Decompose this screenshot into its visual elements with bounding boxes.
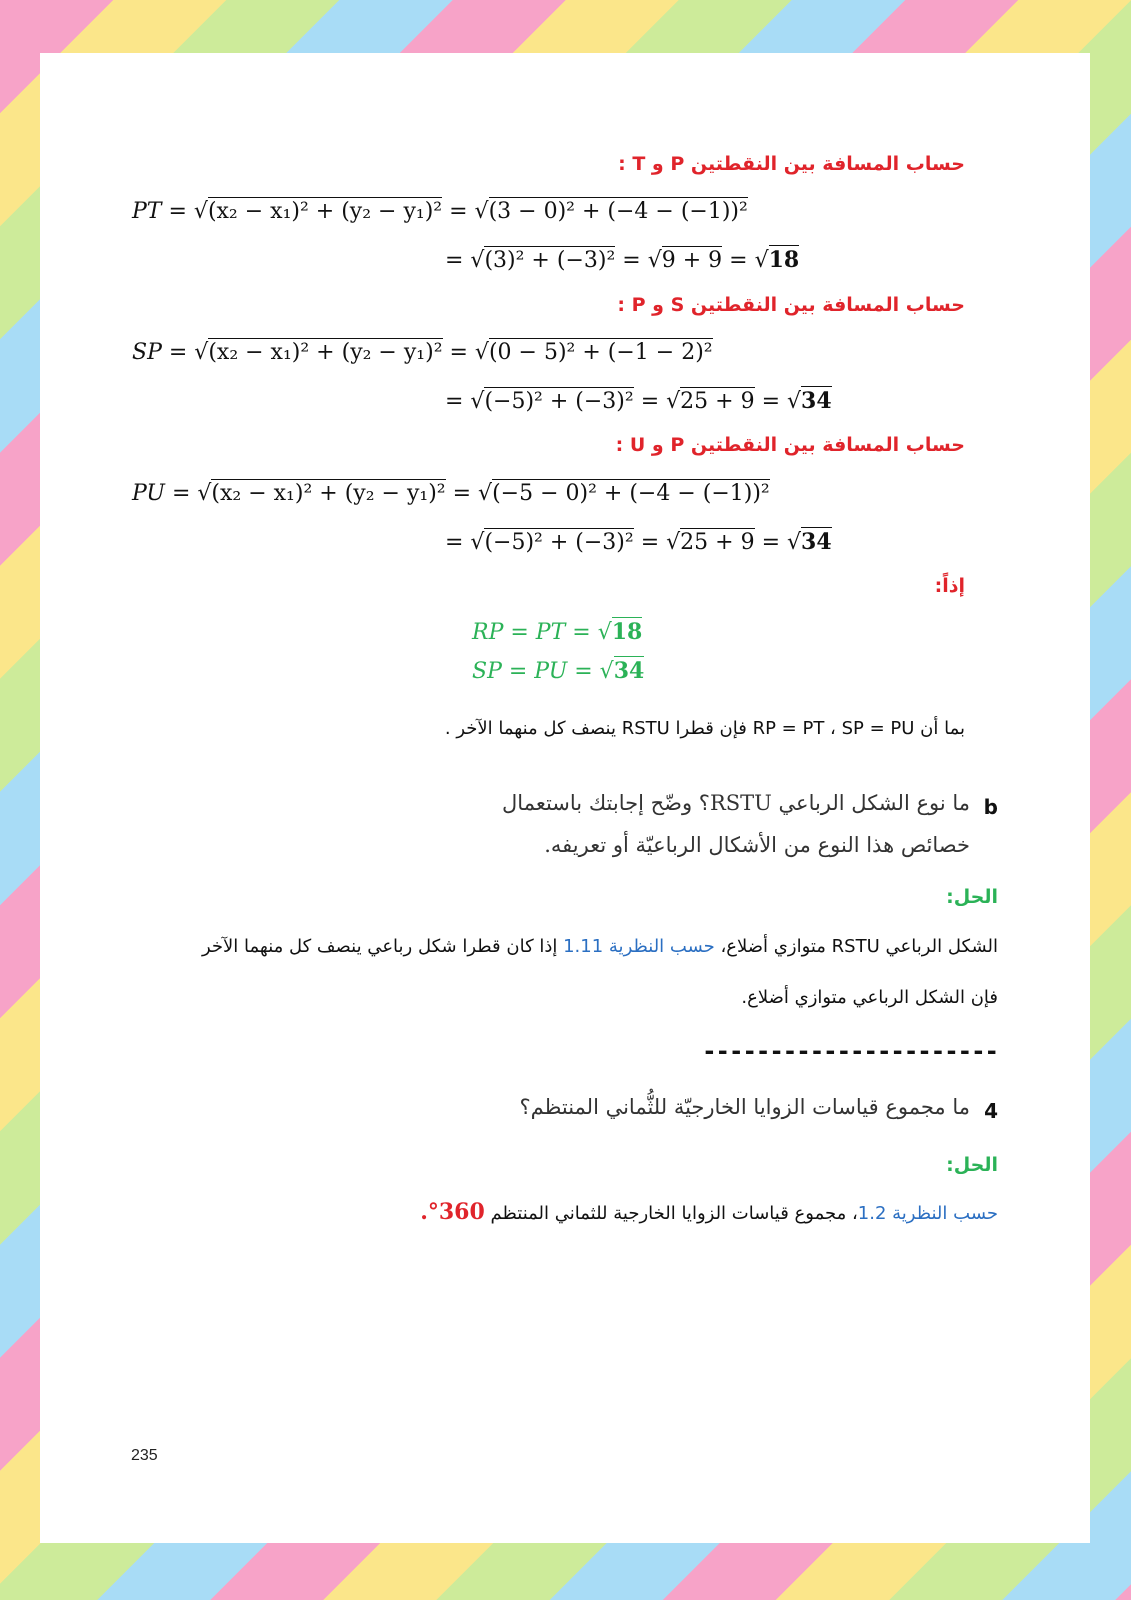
pt-heading: حساب المسافة بين النقطتين P و T : (618, 153, 965, 175)
pt-result: 18 (768, 247, 800, 273)
pu-heading: حساب المسافة بين النقطتين P و U : (615, 434, 965, 456)
conclusion-line1-value: 18 (611, 619, 643, 645)
sp-sum: 25 + 9 (680, 389, 755, 414)
sp-formula-line2: = √(−5)² + (−3)² = √25 + 9 = √34 (445, 388, 832, 414)
pt-formula-line1: PT = √(x₂ − x₁)² + (y₂ − y₁)² = √(3 − 0)² + (−4 − (−1))² (132, 199, 748, 224)
pt-sum: 9 + 9 (661, 248, 723, 273)
conclusion-label: إذاً: (934, 575, 965, 597)
sp-lhs: SP (132, 340, 162, 365)
pu-formula-line1: PU = √(x₂ − x₁)² + (y₂ − y₁)² = √(−5 − 0)² + (−4 − (−1))² (132, 481, 770, 506)
question-b-line1: ما نوع الشكل الرباعي RSTU؟ وضّح إجابتك باستعمال (502, 791, 970, 815)
answer-b-theorem-reference: حسب النظرية 1.11 (563, 936, 715, 957)
section-divider: ---------------------- (702, 1037, 998, 1065)
pu-result: 34 (801, 529, 832, 555)
answer-b-line1 (202, 936, 998, 957)
question-4-text: ما مجموع قياسات الزوايا الخارجيّة للثُّماني المنتظم؟ (519, 1095, 970, 1119)
sp-result: 34 (801, 388, 832, 414)
answer-b-label: الحل: (946, 886, 998, 908)
pu-lhs: PU (132, 481, 165, 506)
pt-lhs: PT (132, 199, 162, 224)
question-b-line2: خصائص هذا النوع من الأشكال الرباعيّة أو تعريفه. (544, 833, 970, 857)
pt-formula-line2: = √(3)² + (−3)² = √9 + 9 = √18 (445, 247, 800, 273)
conclusion-line2-lhs: SP = PU = (472, 659, 600, 684)
answer-b-line2: فإن الشكل الرباعي متوازي أضلاع. (741, 987, 998, 1008)
document-page (40, 53, 1090, 1543)
answer-b-part1: الشكل الرباعي RSTU متوازي أضلاع، (714, 936, 998, 957)
since-statement: بما أن RP = PT ، SP = PU فإن قطرا RSTU ينصف كل منهما الآخر . (444, 718, 965, 739)
pu-formula-line2: = √(−5)² + (−3)² = √25 + 9 = √34 (445, 529, 832, 555)
sp-formula-line1: SP = √(x₂ − x₁)² + (y₂ − y₁)² = √(0 − 5)² + (−1 − 2)² (132, 340, 713, 365)
page-number: 235 (131, 1447, 158, 1464)
sp-substitution: (0 − 5)² + (−1 − 2)² (488, 340, 713, 365)
question-b-label: b (983, 795, 998, 819)
answer-4-value: 360°. (420, 1199, 485, 1225)
sp-squares: (−5)² + (−3)² (484, 389, 634, 414)
question-4-label: 4 (984, 1099, 998, 1123)
pu-substitution: (−5 − 0)² + (−4 − (−1))² (492, 481, 770, 506)
answer-4-label: الحل: (946, 1154, 998, 1176)
answer-4-line (420, 1199, 998, 1225)
pt-squares: (3)² + (−3)² (484, 248, 616, 273)
answer-b-part2: إذا كان قطرا شكل رباعي ينصف كل منهما الآخر (201, 936, 564, 957)
pu-sum: 25 + 9 (680, 530, 755, 555)
sp-general-radicand: (x₂ − x₁)² + (y₂ − y₁)² (208, 340, 443, 365)
conclusion-line2: SP = PU = √34 (472, 658, 645, 684)
conclusion-line2-value: 34 (613, 658, 645, 684)
pu-general-radicand: (x₂ − x₁)² + (y₂ − y₁)² (211, 481, 446, 506)
answer-4-text: ، مجموع قياسات الزوايا الخارجية للثماني المنتظم (484, 1203, 858, 1224)
conclusion-line1: RP = PT = √18 (472, 619, 643, 645)
sp-heading: حساب المسافة بين النقطتين S و P : (617, 294, 965, 316)
conclusion-line1-lhs: RP = PT = (472, 620, 598, 645)
answer-4-theorem-reference: حسب النظرية 1.2 (857, 1203, 998, 1224)
pt-general-radicand: (x₂ − x₁)² + (y₂ − y₁)² (207, 199, 443, 224)
pt-substitution: (3 − 0)² + (−4 − (−1))² (488, 199, 748, 224)
pu-squares: (−5)² + (−3)² (484, 530, 634, 555)
